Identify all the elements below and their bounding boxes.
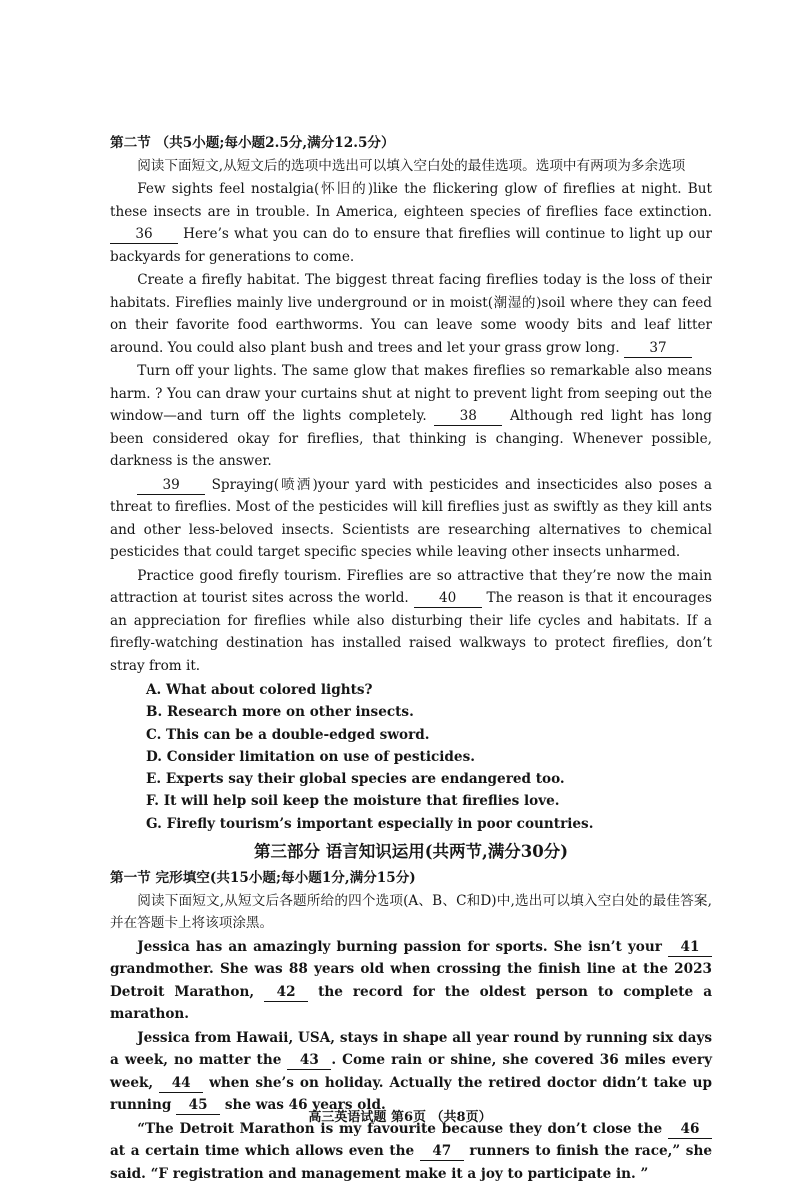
text-run: Here’s what you can do to ensure that fireflies will continue to light up our backyards for generations to come. bbox=[110, 226, 712, 265]
answer-blank-38: 38 bbox=[434, 408, 502, 426]
text-run: registration and management make it a joy to participate in. ” bbox=[168, 1165, 649, 1182]
text-run: Practice good firefly tourism. Fireflies are so attractive that they’re now the main attraction at tourist sites across the world. bbox=[110, 567, 712, 606]
cloze-paragraph-2 bbox=[110, 1027, 712, 1117]
part-3-instruction: 阅读下面短文,从短文后各题所给的四个选项(A、B、C和D)中,选出可以填入空白处的最佳答案,并在答题卡上将该项涂黑。 bbox=[110, 892, 712, 932]
passage-paragraph-2 bbox=[110, 269, 712, 359]
section-2-instruction: 阅读下面短文,从短文后的选项中选出可以填入空白处的最佳选项。选项中有两项为多余选项 bbox=[137, 157, 686, 174]
section-2-title: 第二节 （共5小题;每小题2.5分,满分12.5分） bbox=[110, 135, 395, 151]
answer-blank-42: 42 bbox=[264, 984, 308, 1002]
text-run: Create a firefly habitat. The biggest threat facing fireflies today is the loss of their habitats. Fireflies mainly live underground or in moist(潮湿的)soil where they can feed on their favorite food earthworms. You can leave some woody bits and leaf litter around. You could also plant bush and trees and let your grass grow long. bbox=[110, 272, 712, 356]
cloze-paragraph-1 bbox=[110, 936, 712, 1026]
option-d: D. Consider limitation on use of pesticides. bbox=[146, 748, 475, 765]
text-run: at a certain time which allows even the bbox=[110, 1143, 420, 1160]
answer-blank-43: 43 bbox=[287, 1052, 331, 1070]
answer-blank-46: 46 bbox=[668, 1121, 712, 1139]
answer-blank-37: 37 bbox=[624, 340, 692, 358]
text-run: Jessica has an amazingly burning passion for sports. She isn’t your bbox=[137, 938, 668, 955]
passage-paragraph-1 bbox=[110, 178, 712, 268]
option-e: E. Experts say their global species are endangered too. bbox=[146, 771, 565, 788]
passage-paragraph-5 bbox=[110, 565, 712, 678]
answer-blank-39: 39 bbox=[137, 477, 205, 495]
answer-blank-41: 41 bbox=[668, 939, 712, 957]
part-3-section-1-title: 第一节 完形填空(共15小题;每小题1分,满分15分) bbox=[110, 870, 416, 887]
text-run: runners to finish the race,” she said. “F bbox=[110, 1143, 712, 1182]
option-f: F. It will help soil keep the moisture that fireflies love. bbox=[146, 793, 560, 810]
page-footer: 高三英语试题 第6页 （共8页） bbox=[308, 1110, 492, 1125]
option-a: A. What about colored lights? bbox=[146, 682, 373, 698]
passage-paragraph-3 bbox=[110, 360, 712, 473]
answer-blank-44: 44 bbox=[159, 1075, 203, 1093]
text-run: Spraying(喷洒)your yard with pesticides and insecticides also poses a threat to fireflies. Most of the pesticides will kill fireflies just as swiftly as they kill ants and other less-beloved insects. Scientists are researching alternatives to chemical pesticides that could target specific species while leaving other insects unharmed. bbox=[110, 476, 712, 560]
text-run: the record for the oldest person to complete a marathon. bbox=[110, 983, 712, 1023]
text-run: when she’s on holiday. Actually the retired doctor didn’t take up running bbox=[110, 1074, 712, 1114]
cloze-paragraph-3 bbox=[110, 1118, 712, 1185]
page-content bbox=[110, 132, 712, 1185]
option-c: C. This can be a double-edged sword. bbox=[146, 726, 430, 743]
answer-blank-40: 40 bbox=[414, 590, 482, 608]
option-list bbox=[110, 679, 712, 835]
text-run: Few sights feel nostalgia(怀旧的)like the flickering glow of fireflies at night. But these insects are in trouble. In America, eighteen species of fireflies face extinction. bbox=[110, 181, 712, 220]
text-run: The reason is that it encourages an appreciation for fireflies while also disturbing their life cycles and habitats. If a firefly-watching destination has installed raised walkways to protect fireflies, don’t stray from it. bbox=[110, 590, 713, 674]
text-run: “The Detroit Marathon is my favourite because they don’t close the bbox=[137, 1120, 668, 1137]
text-run: Turn off your lights. The same glow that makes fireflies so remarkable also means harm. ? You can draw your curtains shut at night to prevent light from seeping out the window—and turn off the lights completely. bbox=[110, 363, 712, 424]
answer-blank-45: 45 bbox=[176, 1097, 220, 1115]
option-g: G. Firefly tourism’s important especially in poor countries. bbox=[146, 815, 594, 832]
option-b: B. Research more on other insects. bbox=[146, 704, 414, 721]
part-3-title: 第三部分 语言知识运用(共两节,满分30分) bbox=[253, 842, 569, 862]
text-run: Although red light has long been considered okay for fireflies, that thinking is changing. Whenever possible, darkness is the answer. bbox=[110, 408, 712, 469]
answer-blank-47: 47 bbox=[420, 1143, 464, 1161]
answer-blank-36: 36 bbox=[110, 226, 178, 244]
text-run: grandmother. She was 88 years old when crossing the finish line at the 2023 Detroit Marathon, bbox=[110, 961, 712, 1000]
text-run: Jessica from Hawaii, USA, stays in shape all year round by running six days a week, no matter the bbox=[110, 1029, 712, 1069]
text-run: . Come rain or shine, she covered 36 miles every week, bbox=[110, 1052, 712, 1091]
passage-paragraph-4 bbox=[110, 474, 712, 564]
text-run: she was 46 years old. bbox=[220, 1097, 386, 1114]
